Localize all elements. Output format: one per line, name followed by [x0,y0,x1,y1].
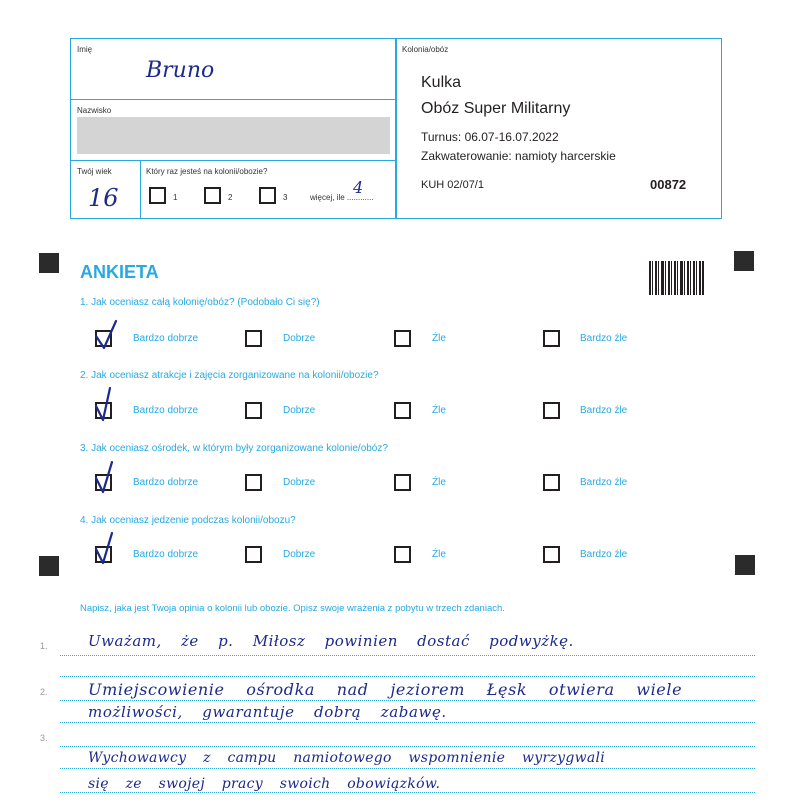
writing-line [60,655,755,656]
kolonia-name: Kulka [421,74,462,91]
q1-bardzo-dobrze-label: Bardzo dobrze [133,333,199,344]
imie-value: Bruno [146,58,215,83]
q4-dobrze-checkbox[interactable] [245,546,262,563]
question-1: 1. Jak oceniasz całą kolonię/obóz? (Podobało Ci się?) [80,297,320,308]
redacted-surname [77,117,390,154]
wiek-value: 16 [88,184,119,212]
visit-2-checkbox[interactable] [204,187,221,204]
visit-3-checkbox[interactable] [259,187,276,204]
turnus: Turnus: 06.07-16.07.2022 [421,130,559,144]
barcode-icon [649,261,705,295]
opinion-sentence-3a: Wychowawcy z campu namiotowego wspomnienie wyrzygwali [88,750,606,766]
writing-line [60,792,755,793]
q2-dobrze-label: Dobrze [283,405,316,416]
checkmark-icon [92,386,122,424]
visit-1-label: 1 [173,193,178,202]
q4-dobrze-label: Dobrze [283,549,316,560]
question-2: 2. Jak oceniasz atrakcje i zajęcia zorganizowane na kolonii/obozie? [80,370,379,381]
registration-marker [734,251,754,271]
q3-bardzo-zle-label: Bardzo źle [580,477,628,488]
visit-2-label: 2 [228,193,233,202]
q2-bardzo-zle-checkbox[interactable] [543,402,560,419]
kuh-code: KUH 02/07/1 [421,179,484,191]
writing-line [60,746,755,747]
registration-marker [39,556,59,576]
writing-line [60,722,755,723]
opinion-sentence-2a: Umiejscowienie ośrodka nad jeziorem Łęsk otwiera wiele [88,680,683,699]
registration-marker [735,555,755,575]
line-number: 1. [40,641,48,651]
q2-bardzo-zle-label: Bardzo źle [580,405,628,416]
writing-line [60,700,755,701]
nazwisko-label: Nazwisko [77,106,112,115]
opinion-sentence-1: Uważam, że p. Miłosz powinien dostać podwyżkę. [88,632,574,650]
q2-zle-checkbox[interactable] [394,402,411,419]
q1-zle-label: Źle [432,333,446,344]
opinion-prompt: Napisz, jaka jest Twoja opinia o kolonii lub obozie. Opisz swoje wrażenia z pobytu w trzech zdaniach. [80,603,505,614]
q2-bardzo-dobrze-label: Bardzo dobrze [133,405,199,416]
q2-zle-label: Źle [432,405,446,416]
q1-bardzo-zle-checkbox[interactable] [543,330,560,347]
question-4: 4. Jak oceniasz jedzenie podczas kolonii/obozu? [80,515,296,526]
visit-1-checkbox[interactable] [149,187,166,204]
divider [70,160,396,161]
checkmark-icon [92,531,122,567]
wiek-label: Twój wiek [77,167,112,176]
writing-line [60,768,755,769]
visit-3-label: 3 [283,193,288,202]
writing-line [60,676,755,677]
checkmark-icon [92,460,122,496]
imie-label: Imię [77,45,93,54]
wiecej-value: 4 [353,178,364,197]
q3-zle-checkbox[interactable] [394,474,411,491]
ktory-raz-label: Który raz jesteś na kolonii/obozie? [146,167,268,176]
opinion-sentence-3b: się ze swojej pracy swoich obowiązków. [88,776,441,792]
oboz-name: Obóz Super Militarny [421,100,571,117]
q1-dobrze-label: Dobrze [283,333,316,344]
q1-bardzo-zle-label: Bardzo źle [580,333,628,344]
q2-dobrze-checkbox[interactable] [245,402,262,419]
zakwaterowanie: Zakwaterowanie: namioty harcerskie [421,149,616,163]
kolonia-label: Kolonia/obóz [402,45,449,54]
q4-bardzo-zle-label: Bardzo źle [580,549,628,560]
q1-dobrze-checkbox[interactable] [245,330,262,347]
q3-bardzo-zle-checkbox[interactable] [543,474,560,491]
divider [70,99,396,100]
line-number: 3. [40,733,48,743]
question-3: 3. Jak oceniasz ośrodek, w którym były zorganizowane kolonie/obóz? [80,443,388,454]
line-number: 2. [40,687,48,697]
q4-bardzo-dobrze-label: Bardzo dobrze [133,549,199,560]
q4-bardzo-zle-checkbox[interactable] [543,546,560,563]
opinion-sentence-2b: możliwości, gwarantuje dobrą zabawę. [88,703,447,721]
divider [140,160,141,218]
q3-bardzo-dobrze-label: Bardzo dobrze [133,477,199,488]
form-number: 00872 [650,177,687,192]
registration-marker [39,253,59,273]
q3-dobrze-checkbox[interactable] [245,474,262,491]
checkmark-icon [92,318,122,352]
q3-zle-label: Źle [432,477,446,488]
q4-zle-label: Źle [432,549,446,560]
q3-dobrze-label: Dobrze [283,477,316,488]
wiecej-label: więcej, ile ............ [310,193,374,202]
q1-zle-checkbox[interactable] [394,330,411,347]
survey-title: ANKIETA [80,262,159,282]
q4-zle-checkbox[interactable] [394,546,411,563]
